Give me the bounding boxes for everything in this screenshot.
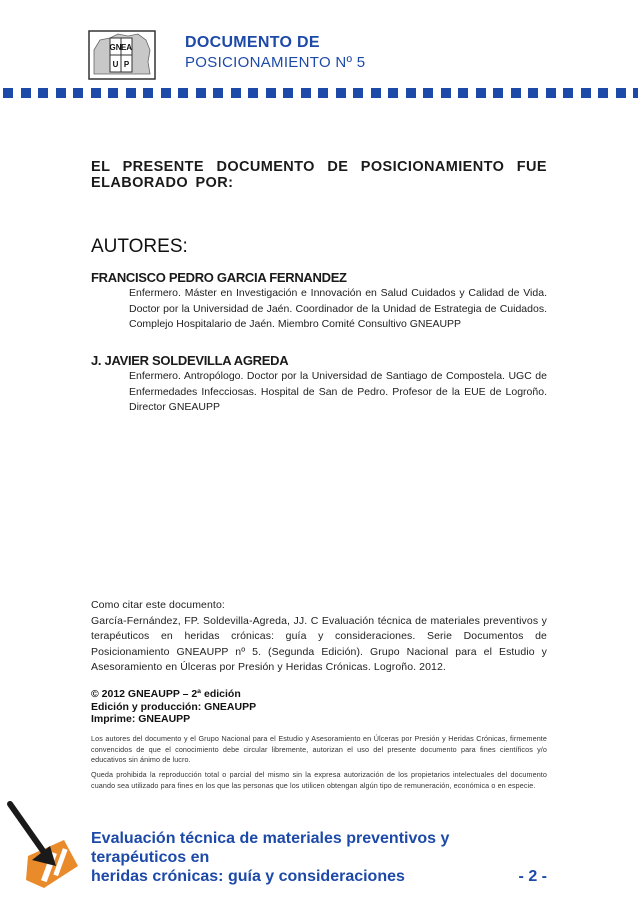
rule-dot: [423, 88, 433, 98]
rule-dot: [353, 88, 363, 98]
rule-dot: [546, 88, 556, 98]
intro-statement: EL PRESENTE DOCUMENTO DE POSICIONAMIENTO FUE ELABORADO POR:: [91, 159, 547, 191]
header-dotted-rule: [0, 88, 638, 98]
rule-dot: [581, 88, 591, 98]
rule-dot: [406, 88, 416, 98]
rule-dot: [38, 88, 48, 98]
author-description: Enfermero. Máster en Investigación e Innovación en Salud Cuidados y Calidad de Vida. Doctor por la Universidad de Jaén. Coordinador de la Unidad de Estrategia de Cuidados. Complejo Hospitalario de Jaén. Miembro Comité Consultivo GNEAUPP: [129, 287, 547, 330]
author-description: Enfermero. Antropólogo. Doctor por la Universidad de Santiago de Compostela. UGC de Enfermedades Infecciosas. Hospital de San de Pedro. Profesor de la EUE de Logroño. Director GNEAUPP: [129, 370, 547, 413]
author-name: J. JAVIER SOLDEVILLA AGREDA: [91, 353, 289, 368]
rule-dot: [528, 88, 538, 98]
footer-title-line2: heridas crónicas: guía y consideraciones: [91, 868, 405, 885]
rule-dot: [388, 88, 398, 98]
rights-block: [91, 688, 256, 726]
rule-dot: [196, 88, 206, 98]
svg-text:GN: GN: [109, 43, 122, 52]
rule-dot: [143, 88, 153, 98]
rule-dot: [73, 88, 83, 98]
svg-text:U: U: [112, 60, 119, 69]
rule-dot: [178, 88, 188, 98]
rule-dot: [616, 88, 626, 98]
rule-dot: [476, 88, 486, 98]
rule-dot: [371, 88, 381, 98]
citation-label: Como citar este documento:: [91, 599, 225, 611]
page-number: - 2 -: [518, 868, 547, 885]
rule-dot: [91, 88, 101, 98]
rule-dot: [283, 88, 293, 98]
legal-paragraph: Queda prohibida la reproducción total o parcial del mismo sin la expresa autorización de los propietarios intelectuales del documento cuando sea utilizado para fines en los que las personas que los utilicen obtengan algún tipo de remuneración, económica o en especie.: [91, 770, 547, 790]
rule-dot: [213, 88, 223, 98]
rule-dot: [248, 88, 258, 98]
rule-dot: [56, 88, 66, 98]
svg-text:EA: EA: [120, 43, 133, 52]
rule-dot: [633, 88, 638, 98]
rule-dot: [266, 88, 276, 98]
print-line: Imprime: GNEAUPP: [91, 713, 191, 725]
rule-dot: [161, 88, 171, 98]
legal-paragraph: Los autores del documento y el Grupo Nacional para el Estudio y Asesoramiento en Úlceras por Presión y Heridas Crónicas, firmemente convencidos de que el conocimiento debe circular libremente, autorizan el uso del presente documento para fines científicos y/o educativos sin ánimo de lucro.: [91, 734, 547, 764]
edition-line: Edición y producción: GNEAUPP: [91, 700, 257, 713]
citation-text: García-Fernández, FP. Soldevilla-Agreda, JJ. C Evaluación técnica de materiales preventivos y terapéuticos en heridas crónicas: guía y consideraciones. Serie Documentos de Posicionamiento GNEAUPP nº 5. (Segunda Edición). Grupo Nacional para el Estudio y Asesoramiento en Úlceras por Presión y Heridas Crónicas. Logroño. 2012.: [91, 614, 547, 673]
rule-dot: [441, 88, 451, 98]
rule-dot: [231, 88, 241, 98]
footer-title-line1: Evaluación técnica de materiales preventivos y terapéuticos en: [91, 830, 450, 866]
svg-text:P: P: [123, 60, 130, 69]
rule-dot: [493, 88, 503, 98]
rule-dot: [126, 88, 136, 98]
header-title-line1: DOCUMENTO DE: [185, 34, 320, 51]
header-title-line2: POSICIONAMIENTO Nº 5: [185, 54, 366, 71]
gneaupp-logo: [88, 30, 156, 80]
rule-dot: [301, 88, 311, 98]
citation-block: [91, 598, 547, 676]
rule-dot: [108, 88, 118, 98]
rule-dot: [21, 88, 31, 98]
copyright-line: © 2012 GNEAUPP – 2ª edición: [91, 688, 241, 700]
rule-dot: [511, 88, 521, 98]
authors-heading: AUTORES:: [91, 236, 188, 257]
author-name: FRANCISCO PEDRO GARCIA FERNANDEZ: [91, 270, 347, 285]
rule-dot: [336, 88, 346, 98]
rule-dot: [318, 88, 328, 98]
rule-dot: [3, 88, 13, 98]
rule-dot: [598, 88, 608, 98]
footer-title: [91, 829, 547, 886]
rule-dot: [458, 88, 468, 98]
rule-dot: [563, 88, 573, 98]
footer-logo-mark-icon: [4, 796, 84, 896]
